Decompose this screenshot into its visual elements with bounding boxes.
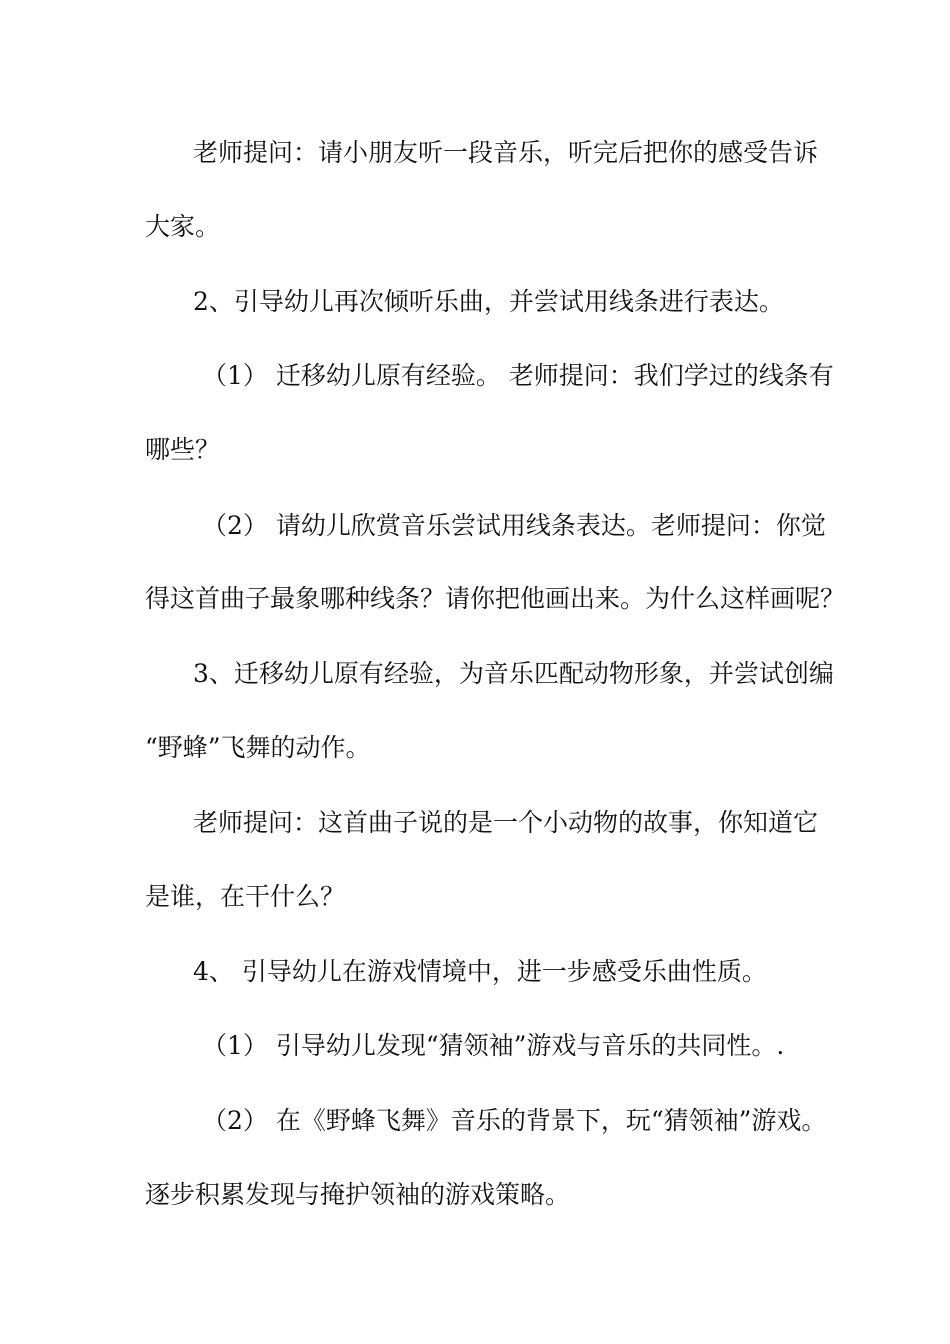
paragraph-line: 是谁，在干什么？	[145, 882, 346, 911]
paragraph-line: 得这首曲子最象哪种线条？请你把他画出来。为什么这样画呢？	[145, 584, 846, 613]
paragraph-line: 逐步积累发现与掩护领袖的游戏策略。	[145, 1180, 571, 1209]
paragraph-line: 4、 引导幼儿在游戏情境中，进一步感受乐曲性质。	[193, 957, 767, 986]
paragraph-line: （1） 迁移幼儿原有经验。 老师提问：我们学过的线条有	[202, 361, 834, 390]
paragraph-line: 哪些？	[145, 435, 221, 464]
paragraph-line: 3、迁移幼儿原有经验，为音乐匹配动物形象，并尝试创编	[193, 659, 834, 688]
paragraph-line: 老师提问：这首曲子说的是一个小动物的故事，你知道它	[193, 808, 819, 837]
paragraph-line: （2） 请幼儿欣赏音乐尝试用线条表达。老师提问：你觉	[202, 511, 826, 540]
paragraph-line: 老师提问：请小朋友听一段音乐，听完后把你的感受告诉	[193, 138, 819, 167]
paragraph-line: （1） 引导幼儿发现“猜领袖”游戏与音乐的共同性。.	[202, 1031, 785, 1060]
paragraph-line: （2） 在《野蜂飞舞》音乐的背景下，玩“猜领袖”游戏。	[202, 1106, 827, 1135]
paragraph-line: 大家。	[145, 212, 221, 241]
paragraph-line: 2、引导幼儿再次倾听乐曲，并尝试用线条进行表达。	[193, 287, 784, 316]
paragraph-line: “野蜂”飞舞的动作。	[145, 733, 371, 762]
